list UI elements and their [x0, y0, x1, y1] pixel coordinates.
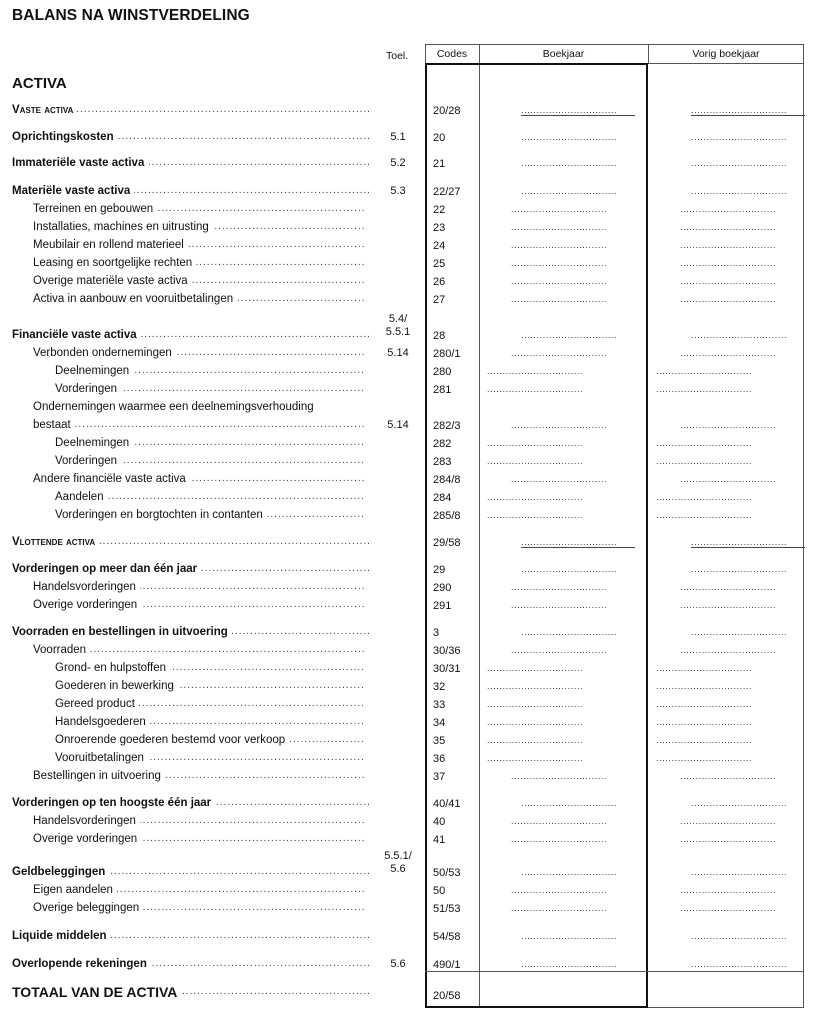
- row-label: [55, 437, 365, 449]
- amount-field-vorig-boekjaar[interactable]: ...............................: [691, 105, 805, 116]
- amount-field-vorig-boekjaar[interactable]: ...............................: [656, 384, 753, 394]
- table-row: [0, 293, 831, 311]
- row-label: [12, 104, 372, 116]
- amount-field-vorig-boekjaar[interactable]: ...............................: [656, 735, 753, 745]
- amount-field-boekjaar[interactable]: ...............................: [521, 931, 618, 941]
- amount-field-vorig-boekjaar[interactable]: ...............................: [656, 456, 753, 466]
- row-label-text: Voorraden: [33, 644, 90, 656]
- table-row: [0, 716, 831, 734]
- amount-field-vorig-boekjaar[interactable]: ...............................: [680, 222, 777, 232]
- row-label-text: TOTAAL VAN DE ACTIVA: [12, 984, 181, 1000]
- row-label: [33, 599, 365, 611]
- amount-field-boekjaar[interactable]: ...............................: [521, 186, 618, 196]
- row-code: 291: [433, 600, 452, 612]
- row-label: [33, 239, 365, 251]
- amount-field-boekjaar[interactable]: ...............................: [511, 582, 608, 592]
- row-label: [12, 797, 372, 809]
- row-code: 490/1: [433, 959, 461, 971]
- amount-field-vorig-boekjaar[interactable]: ...............................: [680, 582, 777, 592]
- row-label: [55, 716, 365, 728]
- row-label: [12, 563, 372, 575]
- row-label-text: Liquide middelen: [12, 930, 111, 942]
- row-label: [33, 473, 365, 485]
- column-header-codes: Codes: [436, 48, 468, 60]
- amount-field-vorig-boekjaar[interactable]: ...............................: [680, 204, 777, 214]
- amount-field-vorig-boekjaar[interactable]: ...............................: [691, 798, 788, 808]
- row-label: [33, 203, 365, 215]
- row-toelichting: 5.14: [387, 347, 409, 359]
- table-row: [0, 698, 831, 716]
- table-row: [0, 203, 831, 221]
- row-label-text: Vorderingen op ten hoogste één jaar: [12, 797, 215, 809]
- row-label: [12, 930, 372, 942]
- amount-field-boekjaar[interactable]: ...............................: [521, 330, 618, 340]
- row-label-text: Onroerende goederen bestemd voor verkoop: [55, 734, 289, 746]
- row-code: 281: [433, 384, 452, 396]
- amount-field-vorig-boekjaar[interactable]: ...............................: [680, 348, 777, 358]
- amount-field-vorig-boekjaar[interactable]: ...............................: [691, 186, 788, 196]
- amount-field-boekjaar[interactable]: ...............................: [487, 492, 584, 502]
- row-label: [33, 581, 365, 593]
- amount-field-vorig-boekjaar[interactable]: ...............................: [680, 645, 777, 655]
- table-row: [0, 626, 831, 644]
- row-code: 35: [433, 735, 446, 747]
- amount-field-boekjaar[interactable]: ...............................: [521, 537, 635, 548]
- amount-field-boekjaar[interactable]: ...............................: [521, 798, 618, 808]
- row-label: [55, 680, 365, 692]
- row-code: 20/28: [433, 105, 461, 117]
- amount-field-boekjaar[interactable]: ...............................: [521, 627, 618, 637]
- amount-field-vorig-boekjaar[interactable]: ...............................: [691, 158, 788, 168]
- amount-field-boekjaar[interactable]: ...............................: [521, 158, 618, 168]
- row-label-text: Handelsvorderingen: [33, 815, 140, 827]
- row-label: [33, 221, 365, 233]
- table-row: [0, 473, 831, 491]
- table-row: [0, 581, 831, 599]
- amount-field-vorig-boekjaar[interactable]: ...............................: [680, 834, 777, 844]
- row-label-text: Overige vorderingen: [33, 599, 141, 611]
- row-label-text: Immateriële vaste activa: [12, 157, 148, 169]
- table-row: [0, 986, 831, 1004]
- row-label-text: Overige materiële vaste activa: [33, 275, 192, 287]
- amount-field-boekjaar[interactable]: ...............................: [521, 867, 618, 877]
- section-heading-activa: ACTIVA: [12, 75, 67, 92]
- amount-field-boekjaar[interactable]: ...............................: [521, 105, 635, 116]
- row-label-text: Grond- en hulpstoffen: [55, 662, 170, 674]
- row-code: 37: [433, 771, 446, 783]
- table-row: [0, 930, 831, 948]
- amount-field-boekjaar[interactable]: ...............................: [487, 717, 584, 727]
- amount-field-boekjaar[interactable]: ...............................: [511, 600, 608, 610]
- row-code: 29: [433, 564, 446, 576]
- row-label-text: Installaties, machines en uitrusting: [33, 221, 213, 233]
- row-label: [33, 275, 365, 287]
- table-row: [0, 104, 831, 122]
- row-toelichting: 5.2: [390, 157, 406, 169]
- amount-field-boekjaar[interactable]: ...............................: [511, 420, 608, 430]
- row-code: 28: [433, 330, 446, 342]
- amount-field-vorig-boekjaar[interactable]: ...............................: [680, 903, 777, 913]
- table-row: [0, 347, 831, 365]
- row-label-text: Ondernemingen waarmee een deelnemingsverhouding: [33, 401, 318, 413]
- row-label: [55, 752, 365, 764]
- amount-field-vorig-boekjaar[interactable]: ...............................: [656, 717, 753, 727]
- table-row: [0, 599, 831, 617]
- table-row: [0, 902, 831, 920]
- column-header-toel: Toel.: [386, 50, 409, 62]
- row-label-text: Vooruitbetalingen: [55, 752, 148, 764]
- row-code: 50: [433, 885, 446, 897]
- amount-field-boekjaar[interactable]: ...............................: [511, 771, 608, 781]
- table-row: [0, 383, 831, 401]
- row-label: [12, 626, 372, 638]
- table-row: [0, 536, 831, 554]
- table-row: [0, 797, 831, 815]
- table-row: [0, 884, 831, 902]
- amount-field-boekjaar[interactable]: ...............................: [511, 834, 608, 844]
- row-label: [33, 902, 365, 914]
- table-row: [0, 752, 831, 770]
- amount-field-vorig-boekjaar[interactable]: ...............................: [656, 366, 753, 376]
- amount-field-boekjaar[interactable]: ...............................: [521, 959, 618, 969]
- column-header-boekjaar: Boekjaar: [542, 48, 585, 60]
- row-label: [12, 984, 372, 1000]
- table-row: [0, 185, 831, 203]
- row-code: 284/8: [433, 474, 461, 486]
- amount-field-boekjaar[interactable]: ...............................: [487, 663, 584, 673]
- table-row: [0, 734, 831, 752]
- row-code: 50/53: [433, 867, 461, 879]
- table-row: [0, 275, 831, 293]
- row-code: 29/58: [433, 537, 461, 549]
- amount-field-vorig-boekjaar[interactable]: ...............................: [680, 885, 777, 895]
- row-code: 22/27: [433, 186, 461, 198]
- table-row: [0, 365, 831, 383]
- amount-field-boekjaar[interactable]: ...............................: [511, 348, 608, 358]
- row-label: [33, 419, 365, 431]
- amount-field-vorig-boekjaar[interactable]: ...............................: [656, 681, 753, 691]
- row-label-text: Overige beleggingen: [33, 902, 143, 914]
- amount-field-vorig-boekjaar[interactable]: ...............................: [680, 771, 777, 781]
- row-label-text: Materiële vaste activa: [12, 185, 134, 197]
- amount-field-vorig-boekjaar[interactable]: ...............................: [656, 510, 753, 520]
- row-label-text: Meubilair en rollend materieel: [33, 239, 188, 251]
- amount-field-vorig-boekjaar[interactable]: ...............................: [656, 753, 753, 763]
- table-row: [0, 157, 831, 175]
- table-row: [0, 455, 831, 473]
- amount-field-vorig-boekjaar[interactable]: ...............................: [691, 564, 788, 574]
- amount-field-vorig-boekjaar[interactable]: ...............................: [680, 420, 777, 430]
- row-code: 33: [433, 699, 446, 711]
- amount-field-vorig-boekjaar[interactable]: ...............................: [680, 474, 777, 484]
- row-code: 36: [433, 753, 446, 765]
- row-label-text: Vaste activa: [12, 104, 77, 116]
- amount-field-vorig-boekjaar[interactable]: ...............................: [691, 867, 788, 877]
- amount-field-boekjaar[interactable]: ...............................: [487, 438, 584, 448]
- row-toelichting: 5.6: [390, 958, 406, 970]
- amount-field-vorig-boekjaar[interactable]: ...............................: [691, 537, 805, 548]
- row-code: 23: [433, 222, 446, 234]
- amount-field-vorig-boekjaar[interactable]: ...............................: [691, 330, 788, 340]
- row-code: 24: [433, 240, 446, 252]
- row-code: 21: [433, 158, 446, 170]
- row-code: 290: [433, 582, 452, 594]
- row-label-text: Overlopende rekeningen: [12, 958, 151, 970]
- table-row: [0, 509, 831, 527]
- row-code: 27: [433, 294, 446, 306]
- amount-field-boekjaar[interactable]: ...............................: [511, 645, 608, 655]
- table-row: [0, 239, 831, 257]
- table-row: [0, 221, 831, 239]
- amount-field-boekjaar[interactable]: ...............................: [521, 132, 618, 142]
- amount-field-boekjaar[interactable]: ...............................: [511, 258, 608, 268]
- table-row: [0, 958, 831, 976]
- row-label: [33, 401, 365, 413]
- row-code: 40/41: [433, 798, 461, 810]
- table-row: [0, 563, 831, 581]
- row-label: [55, 491, 365, 503]
- row-label-text: bestaat: [33, 419, 75, 431]
- row-label-text: Goederen in bewerking: [55, 680, 178, 692]
- row-label: [33, 884, 365, 896]
- row-code: 32: [433, 681, 446, 693]
- row-label-text: Deelnemingen: [55, 437, 133, 449]
- row-label: [12, 157, 372, 169]
- row-label-text: Vorderingen en borgtochten in contanten: [55, 509, 267, 521]
- table-row: [0, 662, 831, 680]
- row-label: [12, 131, 372, 143]
- amount-field-boekjaar[interactable]: ...............................: [487, 510, 584, 520]
- row-toelichting: 5.5.1/ 5.6: [384, 850, 412, 875]
- table-row: [0, 131, 831, 149]
- amount-field-boekjaar[interactable]: ...............................: [487, 384, 584, 394]
- amount-field-boekjaar[interactable]: ...............................: [511, 222, 608, 232]
- amount-field-vorig-boekjaar[interactable]: ...............................: [691, 132, 788, 142]
- row-label: [12, 185, 372, 197]
- amount-field-vorig-boekjaar[interactable]: ...............................: [691, 931, 788, 941]
- row-code: 3: [433, 627, 440, 639]
- row-toelichting: 5.1: [390, 131, 406, 143]
- row-label: [12, 329, 372, 341]
- row-code: 280/1: [433, 348, 461, 360]
- row-code: 30/36: [433, 645, 461, 657]
- row-label-text: Financiële vaste activa: [12, 329, 141, 341]
- row-code: 282/3: [433, 420, 461, 432]
- row-label-text: Voorraden en bestellingen in uitvoering: [12, 626, 232, 638]
- table-row: [0, 680, 831, 698]
- row-label-text: Gereed product: [55, 698, 139, 710]
- amount-field-vorig-boekjaar[interactable]: ...............................: [656, 492, 753, 502]
- amount-field-boekjaar[interactable]: ...............................: [511, 240, 608, 250]
- row-label-text: Activa in aanbouw en vooruitbetalingen: [33, 293, 237, 305]
- row-label-text: Leasing en soortgelijke rechten: [33, 257, 196, 269]
- row-code: 54/58: [433, 931, 461, 943]
- row-code: 51/53: [433, 903, 461, 915]
- row-code: 34: [433, 717, 446, 729]
- amount-field-vorig-boekjaar[interactable]: ...............................: [680, 294, 777, 304]
- table-row: [0, 419, 831, 437]
- row-label-text: Handelsvorderingen: [33, 581, 140, 593]
- row-code: 40: [433, 816, 446, 828]
- amount-field-boekjaar[interactable]: ...............................: [511, 204, 608, 214]
- row-code: 280: [433, 366, 452, 378]
- amount-field-boekjaar[interactable]: ...............................: [487, 366, 584, 376]
- row-label-text: Bestellingen in uitvoering: [33, 770, 165, 782]
- page-title: BALANS NA WINSTVERDELING: [12, 7, 250, 24]
- row-label-text: Overige vorderingen: [33, 833, 141, 845]
- amount-field-boekjaar[interactable]: ...............................: [511, 276, 608, 286]
- row-label: [55, 383, 365, 395]
- amount-field-vorig-boekjaar[interactable]: ...............................: [680, 240, 777, 250]
- row-label: [55, 365, 365, 377]
- row-label-text: Geldbeleggingen: [12, 866, 109, 878]
- row-label: [12, 958, 372, 970]
- amount-field-boekjaar[interactable]: ...............................: [511, 903, 608, 913]
- amount-field-boekjaar[interactable]: ...............................: [487, 699, 584, 709]
- table-row: [0, 401, 831, 419]
- table-row: [0, 257, 831, 275]
- amount-field-boekjaar[interactable]: ...............................: [487, 456, 584, 466]
- row-label: [55, 734, 365, 746]
- row-label-text: Oprichtingskosten: [12, 131, 118, 143]
- amount-field-boekjaar[interactable]: ...............................: [511, 885, 608, 895]
- amount-field-boekjaar[interactable]: ...............................: [511, 816, 608, 826]
- row-code: 283: [433, 456, 452, 468]
- row-code: 22: [433, 204, 446, 216]
- row-label: [12, 866, 372, 878]
- row-label: [33, 347, 365, 359]
- table-row: [0, 770, 831, 788]
- row-label: [33, 815, 365, 827]
- row-label-text: Handelsgoederen: [55, 716, 150, 728]
- table-row: [0, 833, 831, 851]
- row-label-text: Andere financiële vaste activa: [33, 473, 190, 485]
- table-row: [0, 491, 831, 509]
- amount-field-boekjaar[interactable]: ...............................: [487, 753, 584, 763]
- row-label: [33, 257, 365, 269]
- row-code: 20: [433, 132, 446, 144]
- row-code: 284: [433, 492, 452, 504]
- amount-field-boekjaar[interactable]: ...............................: [487, 735, 584, 745]
- row-code: 25: [433, 258, 446, 270]
- amount-field-vorig-boekjaar[interactable]: ...............................: [691, 959, 788, 969]
- amount-field-boekjaar[interactable]: ...............................: [511, 474, 608, 484]
- row-label-text: Vorderingen: [55, 455, 121, 467]
- table-row: [0, 815, 831, 833]
- row-toelichting: 5.4/ 5.5.1: [385, 313, 411, 338]
- row-toelichting: 5.3: [390, 185, 406, 197]
- column-header-vorig-boekjaar: Vorig boekjaar: [692, 48, 760, 60]
- amount-field-vorig-boekjaar[interactable]: ...............................: [680, 600, 777, 610]
- row-code: 26: [433, 276, 446, 288]
- table-row: [0, 437, 831, 455]
- row-label-text: Vorderingen op meer dan één jaar: [12, 563, 201, 575]
- row-label: [33, 293, 365, 305]
- amount-field-boekjaar[interactable]: ...............................: [521, 564, 618, 574]
- amount-field-vorig-boekjaar[interactable]: ...............................: [680, 258, 777, 268]
- row-label-text: Eigen aandelen: [33, 884, 117, 896]
- row-label: [55, 662, 365, 674]
- row-code: 282: [433, 438, 452, 450]
- row-label-text: Aandelen: [55, 491, 108, 503]
- row-label: [55, 509, 365, 521]
- row-label-text: Vorderingen: [55, 383, 121, 395]
- row-label: [12, 536, 372, 548]
- row-label-text: Vlottende activa: [12, 536, 99, 548]
- row-label: [33, 770, 365, 782]
- table-row: [0, 644, 831, 662]
- row-label: [33, 644, 365, 656]
- row-label: [33, 833, 365, 845]
- table-row: [0, 313, 831, 347]
- row-toelichting: 5.14: [387, 419, 409, 431]
- amount-field-vorig-boekjaar[interactable]: ...............................: [656, 699, 753, 709]
- row-label-text: Verbonden ondernemingen: [33, 347, 176, 359]
- row-code: 41: [433, 834, 446, 846]
- table-row: [0, 850, 831, 884]
- row-code: 30/31: [433, 663, 461, 675]
- amount-field-vorig-boekjaar[interactable]: ...............................: [656, 663, 753, 673]
- row-code: 285/8: [433, 510, 461, 522]
- row-label: [55, 698, 365, 710]
- amount-field-boekjaar[interactable]: ...............................: [511, 294, 608, 304]
- row-label-text: Terreinen en gebouwen: [33, 203, 157, 215]
- amount-field-vorig-boekjaar[interactable]: ...............................: [680, 276, 777, 286]
- amount-field-vorig-boekjaar[interactable]: ...............................: [691, 627, 788, 637]
- row-code: 20/58: [433, 990, 461, 1002]
- amount-field-vorig-boekjaar[interactable]: ...............................: [680, 816, 777, 826]
- row-label: [55, 455, 365, 467]
- amount-field-boekjaar[interactable]: ...............................: [487, 681, 584, 691]
- row-label-text: Deelnemingen: [55, 365, 133, 377]
- amount-field-vorig-boekjaar[interactable]: ...............................: [656, 438, 753, 448]
